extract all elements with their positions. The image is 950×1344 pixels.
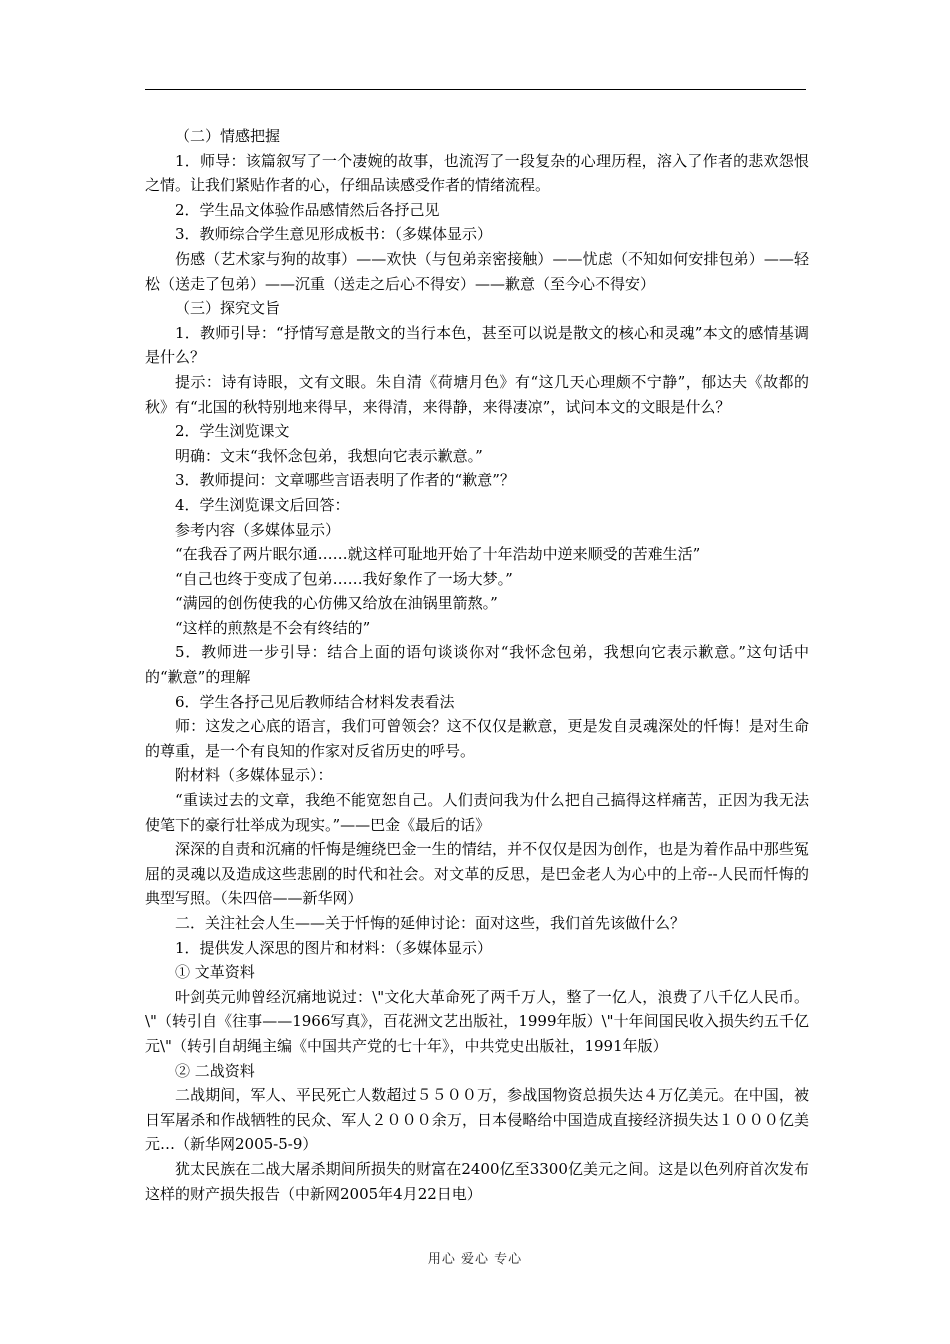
- paragraph: 3．教师综合学生意见形成板书：（多媒体显示）: [175, 225, 493, 244]
- paragraph: 6．学生各抒己见后教师结合材料发表看法: [175, 692, 455, 711]
- paragraph: 参考内容（多媒体显示）: [175, 520, 341, 539]
- paragraph: 4．学生浏览课文后回答：: [175, 495, 350, 514]
- paragraph: ② 二战资料: [175, 1061, 255, 1080]
- paragraph: 二．关注社会人生——关于忏悔的延伸讨论：面对这些，我们首先该做什么？: [175, 914, 686, 932]
- page-footer: 用心 爱心 专心: [427, 1252, 523, 1267]
- paragraph: 1．提供发人深思的图片和材料：（多媒体显示）: [175, 938, 493, 957]
- paragraph: “这样的煎熬是不会有终结的”: [175, 618, 371, 637]
- paragraph: 师：这发之心底的语言，我们可曾领会？这不仅仅是歉意，更是发自灵魂深处的忏悔！是对生命的尊重，是一个有良知的作家对反省历史的呼号。: [145, 717, 809, 760]
- paragraph: （三）探究文旨: [175, 299, 281, 318]
- paragraph: 伤感（艺术家与狗的故事）——欢快（与包弟亲密接触）——忧虑（不知如何安排包弟）——轻松（送走了包弟）——沉重（送走之后心不得安）——歉意（至今心不得安）: [145, 249, 809, 293]
- paragraph: “满园的创伤使我的心仿佛又给放在油锅里箭熬。”: [175, 594, 498, 613]
- header-rule: [145, 89, 806, 90]
- paragraph: 二战期间，军人、平民死亡人数超过５５００万，参战国物资总损失达４万亿美元。在中国，被日军屠杀和作战牺牲的民众、军人２０００余万，日本侵略给中国造成直接经济损失达１０００亿美元…（新华网2005-5-9）: [145, 1086, 809, 1154]
- paragraph: 明确：文末“我怀念包弟，我想向它表示歉意。”: [175, 446, 483, 465]
- paragraph: 3．教师提问：文章哪些言语表明了作者的“歉意”？: [175, 471, 515, 490]
- paragraph: （二）情感把握: [175, 127, 281, 145]
- paragraph: ① 文革资料: [175, 963, 255, 982]
- paragraph: 2．学生品文体验作品感情然后各抒己见: [175, 200, 440, 219]
- paragraph: 1．师导：该篇叙写了一个凄婉的故事，也流泻了一段复杂的心理历程，溶入了作者的悲欢怨恨之情。让我们紧贴作者的心，仔细品读感受作者的情绪流程。: [145, 151, 809, 195]
- paragraph: 2．学生浏览课文: [175, 422, 290, 441]
- paragraph: “自己也终于变成了包弟……我好象作了一场大梦。”: [175, 569, 513, 588]
- paragraph: 犹太民族在二战大屠杀期间所损失的财富在2400亿至3300亿美元之间。这是以色列府首次发布这样的财产损失报告（中新网2005年4月22日电）: [145, 1159, 809, 1203]
- paragraph: 5．教师进一步引导：结合上面的语句谈谈你对“我怀念包弟，我想向它表示歉意。”这句话中的“歉意”的理解: [145, 643, 809, 687]
- document-body: [145, 124, 809, 1206]
- paragraph: “在我吞了两片眠尔通……就这样可耻地开始了十年浩劫中逆来顺受的苦难生活”: [175, 545, 701, 564]
- paragraph: 1．教师引导：“抒情写意是散文的当行本色，甚至可以说是散文的核心和灵魂”本文的感情基调是什么？: [145, 323, 809, 367]
- paragraph: 叶剑英元帅曾经沉痛地说过：\"文化大革命死了两千万人，整了一亿人，浪费了八千亿人民币。\"（转引自《往事——1966写真》，百花洲文艺出版社，1999年版）\"十年间国民收入损失约五千亿元\"（转引自胡绳主编《中国共产党的七十年》，中共党史出版社，1991年版）: [145, 987, 809, 1055]
- paragraph: “重读过去的文章，我绝不能宽恕自己。人们责问我为什么把自己搞得这样痛苦，正因为我无法使笔下的豪行壮举成为现实。”——巴金《最后的话》: [145, 791, 809, 834]
- paragraph: 深深的自责和沉痛的忏悔是缠绕巴金一生的情结，并不仅仅是因为创作，也是为着作品中那些冤屈的灵魂以及造成这些悲剧的时代和社会。对文革的反思，是巴金老人为心中的上帝--人民而忏悔的典型写照。（朱四倍——新华网）: [145, 840, 809, 908]
- paragraph: 附材料（多媒体显示）：: [175, 766, 333, 785]
- paragraph: 提示：诗有诗眼，文有文眼。朱自清《荷塘月色》有“这几天心理颇不宁静”，郁达夫《故都的秋》有“北国的秋特别地来得早，来得清，来得静，来得凄凉”，试问本文的文眼是什么？: [145, 372, 809, 416]
